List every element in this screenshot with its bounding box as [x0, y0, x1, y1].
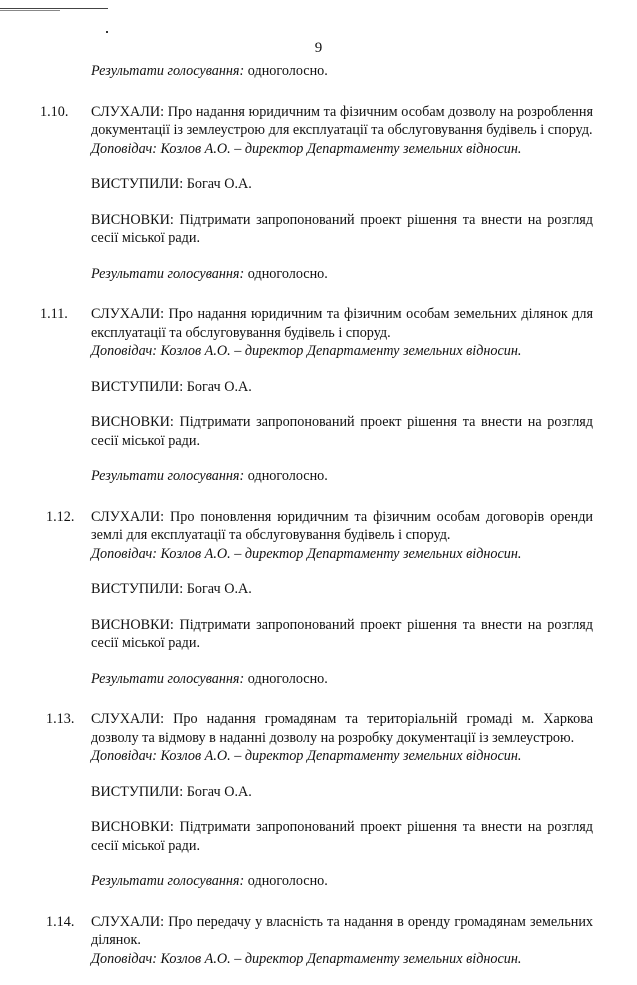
vote-result — [91, 670, 593, 689]
vote-label: Результати голосування: — [91, 873, 245, 889]
conclusion-text: Підтримати запропонований проект рішення та внести на розгляд сесії міської ради. — [91, 211, 594, 246]
heard-label: СЛУХАЛИ: — [91, 508, 165, 525]
item-number: 1.11. — [40, 306, 68, 322]
heard-section — [91, 913, 593, 950]
heard-section — [91, 508, 593, 545]
item-number: 1.13. — [46, 711, 75, 727]
vote-label: Результати голосування: — [91, 63, 245, 79]
conclusion-label: ВИСНОВКИ: — [91, 211, 174, 228]
spoke-label: ВИСТУПИЛИ: — [91, 581, 184, 597]
item-number: 1.14. — [46, 913, 75, 930]
spoke-section — [91, 580, 593, 599]
heard-section — [91, 305, 593, 342]
agenda-item — [0, 305, 637, 486]
conclusion-section — [91, 211, 593, 248]
vote-value: одноголосно. — [247, 265, 328, 282]
reporter: Доповідач: Козлов А.О. – директор Департаменту земельних відносин. — [91, 545, 522, 562]
item-number: 1.10. — [40, 103, 69, 120]
vote-label: Результати голосування: — [91, 265, 245, 282]
conclusion-label: ВИСНОВКИ: — [91, 819, 174, 835]
item-number: 1.12. — [46, 508, 75, 525]
agenda-item — [0, 710, 637, 891]
heard-text: Про надання громадянам та територіальній громаді м. Харкова дозволу та відмову в наданні дозволу на розробку документації із землеустрою. — [91, 711, 594, 746]
scan-artifact-dot — [106, 31, 108, 33]
agenda-item — [0, 913, 637, 969]
vote-value: одноголосно. — [247, 670, 328, 687]
reporter: Доповідач: Козлов А.О. – директор Департаменту земельних відносин. — [91, 748, 522, 764]
vote-value: одноголосно. — [247, 468, 328, 484]
reporter: Доповідач: Козлов А.О. – директор Департаменту земельних відносин. — [91, 140, 522, 157]
spoke-label: ВИСТУПИЛИ: — [91, 176, 184, 192]
conclusion-text: Підтримати запропонований проект рішення та внести на розгляд сесії міської ради. — [91, 616, 594, 651]
conclusion-label: ВИСНОВКИ: — [91, 616, 174, 633]
agenda-item — [0, 103, 637, 284]
spoke-label: ВИСТУПИЛИ: — [91, 378, 184, 395]
reporter: Доповідач: Козлов А.О. – директор Департаменту земельних відносин. — [91, 950, 522, 967]
vote-result — [91, 467, 593, 486]
scan-artifact-line-secondary — [0, 10, 60, 11]
spoke-section — [91, 783, 593, 802]
conclusion-text: Підтримати запропонований проект рішення та внести на розгляд сесії міської ради. — [91, 414, 594, 449]
heard-text: Про надання юридичним та фізичним особам земельних ділянок для експлуатації та обслуговування будівель і споруд. — [91, 306, 593, 341]
spoke-value: Богач О.А. — [186, 581, 252, 597]
heard-section — [91, 710, 593, 747]
conclusion-section — [91, 616, 593, 653]
conclusion-section — [91, 818, 593, 855]
heard-label: СЛУХАЛИ: — [91, 103, 165, 120]
heard-label: СЛУХАЛИ: — [91, 913, 165, 930]
heard-label: СЛУХАЛИ: — [91, 711, 165, 727]
spoke-section — [91, 175, 593, 194]
spoke-section — [91, 378, 593, 397]
agenda-item — [0, 508, 637, 689]
reporter: Доповідач: Козлов А.О. – директор Департаменту земельних відносин. — [91, 343, 522, 359]
heard-section — [91, 103, 593, 140]
conclusion-label: ВИСНОВКИ: — [91, 414, 174, 430]
vote-result — [91, 62, 593, 81]
heard-text: Про надання юридичним та фізичним особам дозволу на розроблення документації із землеустрою для експлуатації та обслуговування будівель і споруд. — [91, 103, 594, 138]
spoke-value: Богач О.А. — [186, 378, 252, 395]
vote-value: одноголосно. — [247, 873, 328, 889]
scan-artifact-line — [0, 8, 108, 9]
vote-result — [91, 872, 593, 891]
vote-label: Результати голосування: — [91, 468, 245, 484]
spoke-value: Богач О.А. — [186, 176, 252, 192]
conclusion-text: Підтримати запропонований проект рішення та внести на розгляд сесії міської ради. — [91, 819, 594, 854]
vote-value: одноголосно. — [247, 63, 328, 79]
vote-label: Результати голосування: — [91, 670, 245, 687]
vote-result — [91, 265, 593, 284]
document-body — [0, 62, 637, 985]
page-number: 9 — [314, 40, 323, 56]
spoke-label: ВИСТУПИЛИ: — [91, 783, 184, 800]
heard-text: Про передачу у власність та надання в оренду громадянам земельних ділянок. — [91, 913, 594, 948]
conclusion-section — [91, 413, 593, 450]
heard-text: Про поновлення юридичним та фізичним особам договорів оренди землі для експлуатації та обслуговування будівель і споруд. — [91, 508, 594, 543]
spoke-value: Богач О.А. — [186, 783, 252, 800]
heard-label: СЛУХАЛИ: — [91, 306, 165, 322]
